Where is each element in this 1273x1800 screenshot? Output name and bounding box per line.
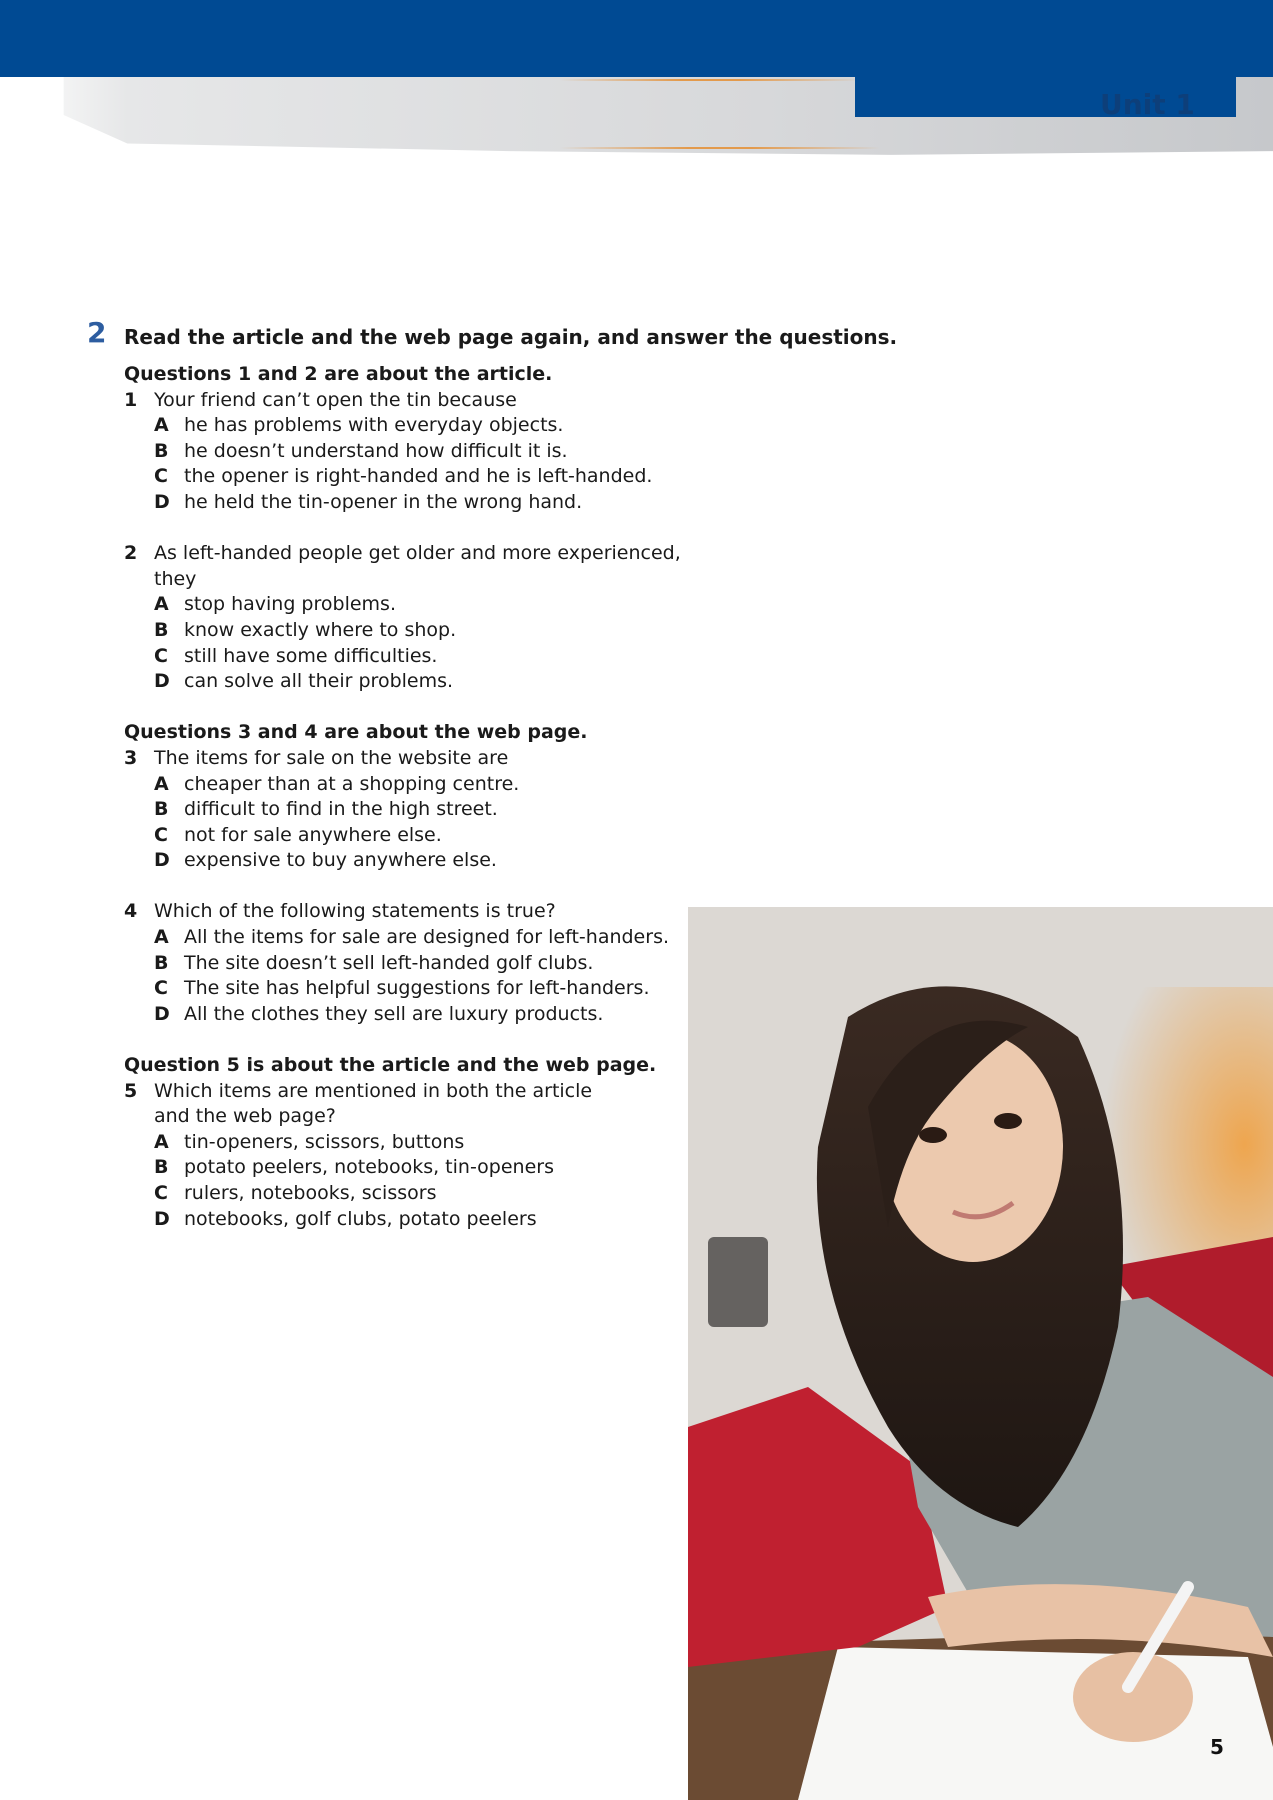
question-group	[124, 362, 724, 695]
question-stem: Which items are mentioned in both the article	[154, 1079, 593, 1102]
question-number: 5	[124, 1079, 138, 1102]
option-text: he has problems with everyday objects.	[184, 414, 564, 437]
header-accent-line	[560, 79, 860, 81]
option-text: All the clothes they sell are luxury products.	[184, 1002, 604, 1025]
eye-left	[919, 1127, 947, 1143]
option-letter: C	[154, 465, 168, 488]
spacer	[124, 695, 724, 721]
answer-option	[124, 1002, 724, 1028]
option-letter: B	[154, 1156, 169, 1179]
answer-option	[124, 490, 724, 516]
option-text: difficult to find in the high street.	[184, 798, 498, 821]
option-text: All the items for sale are designed for left-handers.	[184, 926, 670, 949]
answer-option	[124, 1155, 724, 1181]
question-number: 4	[124, 900, 138, 923]
option-letter: A	[154, 772, 169, 795]
option-letter: C	[154, 977, 168, 1000]
option-text: still have some difficulties.	[184, 644, 438, 667]
question-number: 3	[124, 746, 138, 769]
option-text: The site has helpful suggestions for left-handers.	[184, 977, 650, 1000]
answer-option	[124, 976, 724, 1002]
option-text: cheaper than at a shopping centre.	[184, 772, 520, 795]
answer-option	[124, 848, 724, 874]
question-list	[124, 362, 724, 1232]
group-heading: Questions 3 and 4 are about the web page.	[124, 721, 588, 744]
option-letter: D	[154, 670, 170, 693]
spacer	[124, 516, 724, 542]
option-text: notebooks, golf clubs, potato peelers	[184, 1207, 537, 1230]
answer-option	[124, 772, 724, 798]
option-letter: D	[154, 1002, 170, 1025]
answer-option	[124, 1207, 724, 1233]
header-accent-line	[560, 147, 880, 149]
option-letter: A	[154, 593, 169, 616]
question-stem: As left-handed people get older and more experienced, they	[154, 542, 681, 590]
question-number: 1	[124, 388, 138, 411]
photo-illustration	[688, 907, 1273, 1800]
option-letter: A	[154, 926, 169, 949]
question	[124, 541, 724, 592]
option-letter: C	[154, 1182, 168, 1204]
question	[124, 899, 724, 925]
option-text: The site doesn’t sell left-handed golf clubs.	[184, 951, 594, 974]
unit-label: Unit 1	[1100, 88, 1195, 121]
answer-option	[124, 1181, 724, 1207]
option-letter: C	[154, 823, 168, 846]
spacer	[124, 874, 724, 900]
option-letter: B	[154, 798, 169, 821]
camera-blur	[708, 1237, 768, 1327]
option-letter: C	[154, 644, 168, 667]
question-stem: Your friend can’t open the tin because	[154, 388, 517, 411]
question-stem-continued: and the web page?	[154, 1105, 336, 1128]
paper-sheet	[798, 1647, 1273, 1800]
hand	[1073, 1652, 1193, 1742]
header-bar	[0, 0, 1273, 77]
group-heading: Question 5 is about the article and the web page.	[124, 1054, 657, 1077]
answer-option	[124, 592, 724, 618]
eye-right	[994, 1113, 1022, 1129]
question	[124, 1079, 724, 1130]
option-letter: D	[154, 849, 170, 872]
option-letter: B	[154, 951, 169, 974]
spacer	[124, 1027, 724, 1053]
photo-girl-writing	[688, 907, 1273, 1800]
option-text: not for sale anywhere else.	[184, 823, 442, 846]
answer-option	[124, 823, 724, 849]
option-letter: A	[154, 414, 169, 437]
question-stem: Which of the following statements is true?	[154, 900, 556, 923]
option-text: can solve all their problems.	[184, 670, 454, 693]
option-text: rulers, notebooks, scissors	[184, 1182, 437, 1204]
question-number: 2	[124, 542, 138, 565]
question	[124, 746, 724, 772]
answer-option	[124, 618, 724, 644]
option-text: know exactly where to shop.	[184, 618, 457, 641]
group-heading: Questions 1 and 2 are about the article.	[124, 363, 553, 385]
option-text: stop having problems.	[184, 593, 396, 616]
exercise-instruction: Read the article and the web page again, and answer the questions.	[124, 325, 898, 349]
answer-option	[124, 925, 724, 951]
option-letter: B	[154, 618, 169, 641]
exercise-number: 2	[87, 316, 107, 349]
option-letter: D	[154, 490, 170, 513]
option-text: the opener is right-handed and he is left-handed.	[184, 465, 653, 488]
page-number: 5	[1210, 1735, 1224, 1759]
option-text: he doesn’t understand how difficult it is.	[184, 439, 568, 462]
answer-option	[124, 439, 724, 465]
answer-option	[124, 797, 724, 823]
option-text: potato peelers, notebooks, tin-openers	[184, 1156, 554, 1179]
answer-option	[124, 669, 724, 695]
answer-option	[124, 951, 724, 977]
answer-option	[124, 644, 724, 670]
option-text: expensive to buy anywhere else.	[184, 849, 497, 872]
question-stem: The items for sale on the website are	[154, 746, 509, 769]
option-letter: B	[154, 439, 169, 462]
question-group	[124, 1053, 724, 1232]
answer-option	[124, 464, 724, 490]
option-letter: A	[154, 1130, 169, 1153]
question	[124, 388, 724, 414]
option-letter: D	[154, 1207, 170, 1230]
answer-option	[124, 1130, 724, 1156]
question-group	[124, 720, 724, 1027]
option-text: tin-openers, scissors, buttons	[184, 1130, 465, 1153]
answer-option	[124, 413, 724, 439]
option-text: he held the tin-opener in the wrong hand.	[184, 490, 583, 513]
unit-tab-notch	[900, 101, 944, 115]
